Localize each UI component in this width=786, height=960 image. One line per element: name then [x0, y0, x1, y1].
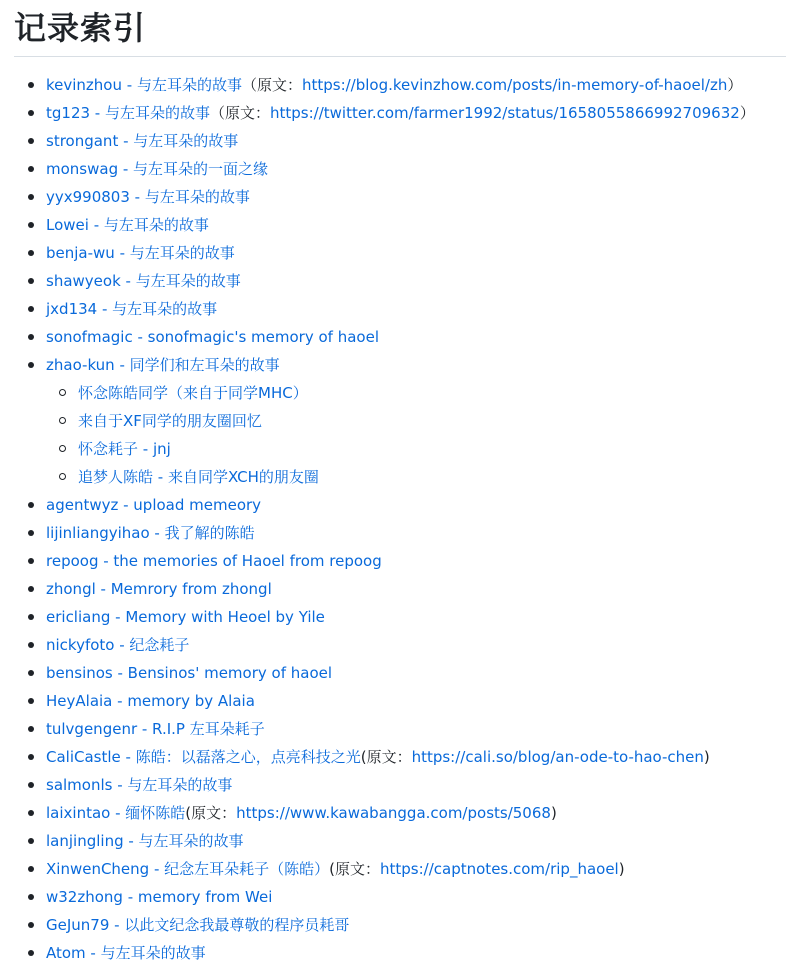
source-link[interactable]: https://twitter.com/farmer1992/status/1658055866992709632 — [270, 104, 740, 122]
sub-list-item — [46, 435, 786, 463]
list-item — [0, 239, 786, 267]
list-item — [0, 99, 786, 127]
record-link[interactable]: shawyeok - 与左耳朵的故事 — [46, 272, 241, 290]
source-link[interactable]: https://captnotes.com/rip_haoel — [380, 860, 619, 878]
list-item — [0, 631, 786, 659]
source-prefix: (原文： — [185, 804, 237, 822]
record-link[interactable]: zhongl - Memrory from zhongl — [46, 580, 272, 598]
sub-record-link[interactable]: 怀念耗子 - jnj — [78, 440, 171, 458]
record-link[interactable]: w32zhong - memory from Wei — [46, 888, 273, 906]
list-item — [0, 911, 786, 939]
record-link[interactable]: kevinzhou - 与左耳朵的故事 — [46, 76, 242, 94]
list-item — [0, 939, 786, 960]
source-prefix: (原文： — [360, 748, 412, 766]
record-link[interactable]: strongant - 与左耳朵的故事 — [46, 132, 239, 150]
list-item — [0, 687, 786, 715]
list-item — [0, 827, 786, 855]
sub-list-item — [46, 379, 786, 407]
record-link[interactable]: laixintao - 缅怀陈皓 — [46, 804, 186, 822]
source-link[interactable]: https://www.kawabangga.com/posts/5068 — [236, 804, 551, 822]
list-item — [0, 71, 786, 99]
record-link[interactable]: Lowei - 与左耳朵的故事 — [46, 216, 209, 234]
list-item — [0, 323, 786, 351]
record-link[interactable]: nickyfoto - 纪念耗子 — [46, 636, 190, 654]
list-item — [0, 603, 786, 631]
list-item — [0, 127, 786, 155]
record-list — [0, 71, 786, 960]
list-item — [0, 211, 786, 239]
list-item — [0, 267, 786, 295]
record-link[interactable]: ericliang - Memory with Heoel by Yile — [46, 608, 325, 626]
sub-record-link[interactable]: 追梦人陈皓 - 来自同学XCH的朋友圈 — [78, 468, 319, 486]
list-item — [0, 295, 786, 323]
list-item — [0, 799, 786, 827]
record-link[interactable]: jxd134 - 与左耳朵的故事 — [46, 300, 218, 318]
record-link[interactable]: lijinliangyihao - 我了解的陈皓 — [46, 524, 255, 542]
source-link[interactable]: https://cali.so/blog/an-ode-to-hao-chen — [411, 748, 704, 766]
source-prefix: （原文： — [241, 76, 302, 94]
record-link[interactable]: XinwenCheng - 纪念左耳朵耗子（陈皓） — [46, 860, 330, 878]
list-item — [0, 155, 786, 183]
record-link[interactable]: tulvgengenr - R.I.P 左耳朵耗子 — [46, 720, 265, 738]
record-link[interactable]: CaliCastle - 陈皓：以磊落之心，点亮科技之光 — [46, 748, 361, 766]
source-prefix: （原文： — [209, 104, 270, 122]
list-item — [0, 519, 786, 547]
record-link[interactable]: monswag - 与左耳朵的一面之缘 — [46, 160, 269, 178]
source-link[interactable]: https://blog.kevinzhow.com/posts/in-memory-of-haoel/zh — [301, 76, 728, 94]
list-item — [0, 183, 786, 211]
list-item — [0, 351, 786, 491]
page-title: 记录索引 — [14, 9, 147, 47]
sub-list — [46, 379, 786, 491]
list-item — [0, 883, 786, 911]
record-link[interactable]: zhao-kun - 同学们和左耳朵的故事 — [46, 356, 280, 374]
record-link[interactable]: bensinos - Bensinos' memory of haoel — [46, 664, 333, 682]
sub-list-item — [46, 463, 786, 491]
sub-list-item — [46, 407, 786, 435]
sub-record-link[interactable]: 怀念陈皓同学（来自于同学MHC） — [78, 384, 308, 402]
source-suffix: ） — [727, 76, 743, 94]
record-link[interactable]: repoog - the memories of Haoel from repoog — [46, 552, 382, 570]
list-item — [0, 575, 786, 603]
record-link[interactable]: sonofmagic - sonofmagic's memory of haoel — [46, 328, 379, 346]
record-link[interactable]: lanjingling - 与左耳朵的故事 — [46, 832, 244, 850]
list-item — [0, 715, 786, 743]
source-suffix: ) — [703, 748, 710, 766]
list-item — [0, 547, 786, 575]
record-link[interactable]: Atom - 与左耳朵的故事 — [46, 944, 206, 960]
source-suffix: ) — [550, 804, 557, 822]
source-prefix: (原文： — [329, 860, 381, 878]
list-item — [0, 743, 786, 771]
list-item — [0, 855, 786, 883]
record-link[interactable]: tg123 - 与左耳朵的故事 — [46, 104, 210, 122]
record-link[interactable]: agentwyz - upload memeory — [46, 496, 262, 514]
list-item — [0, 491, 786, 519]
record-link[interactable]: HeyAlaia - memory by Alaia — [46, 692, 255, 710]
source-suffix: ） — [739, 104, 755, 122]
sub-record-link[interactable]: 来自于XF同学的朋友圈回忆 — [78, 412, 262, 430]
record-link[interactable]: benja-wu - 与左耳朵的故事 — [46, 244, 235, 262]
record-link[interactable]: yyx990803 - 与左耳朵的故事 — [46, 188, 250, 206]
record-link[interactable]: salmonls - 与左耳朵的故事 — [46, 776, 233, 794]
record-link[interactable]: GeJun79 - 以此文纪念我最尊敬的程序员耗哥 — [46, 916, 350, 934]
source-suffix: ) — [618, 860, 625, 878]
list-item — [0, 771, 786, 799]
title-divider — [14, 56, 786, 57]
list-item — [0, 659, 786, 687]
